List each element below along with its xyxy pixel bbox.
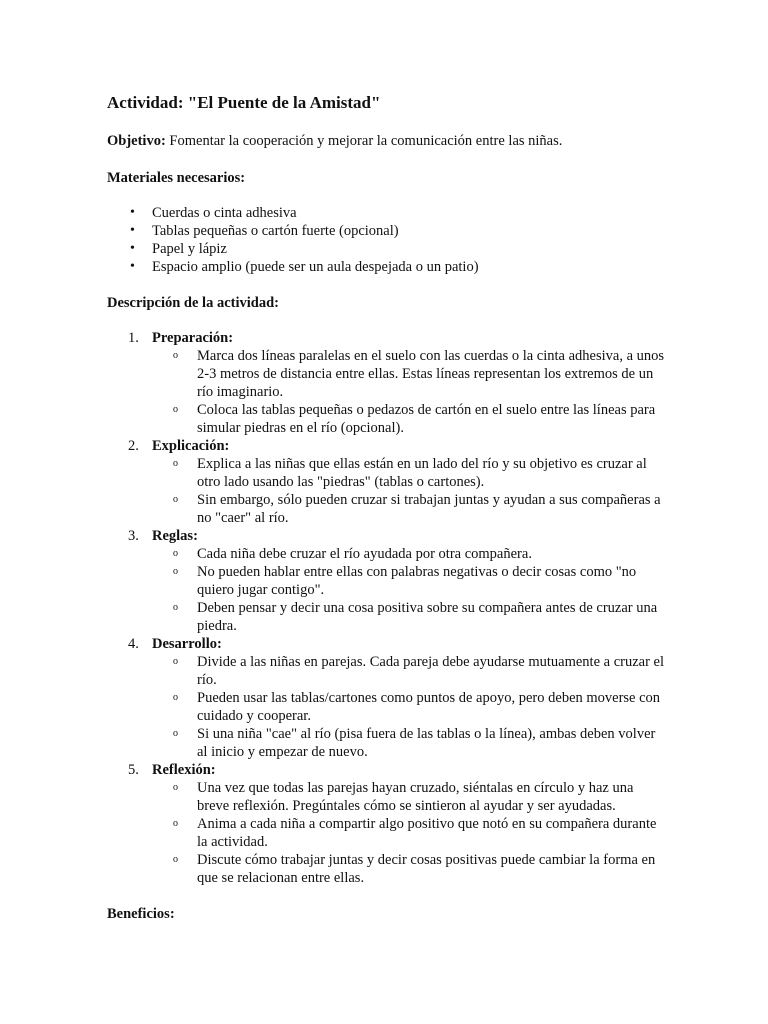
materials-item	[107, 204, 667, 222]
step-sublist	[152, 545, 667, 635]
objective-label: Objetivo:	[107, 133, 166, 149]
bullet-icon: •	[130, 223, 135, 238]
step-subitem-text: Discute cómo trabajar juntas y decir cosas positivas puede cambiar la forma en que se relacionan entre ellas.	[197, 852, 656, 886]
step-subitem	[152, 653, 667, 689]
materials-item	[107, 258, 667, 276]
step-title: Preparación:	[152, 330, 234, 346]
circle-bullet-icon: o	[173, 404, 178, 415]
step-number: 5.	[128, 762, 139, 778]
step-subitem	[152, 599, 667, 635]
step-number: 4.	[128, 636, 139, 652]
step-sublist	[152, 653, 667, 761]
materials-item-text: Papel y lápiz	[152, 241, 227, 257]
step-subitem-text: Deben pensar y decir una cosa positiva sobre su compañera antes de cruzar una piedra.	[197, 600, 658, 634]
step-number: 2.	[128, 438, 139, 454]
materials-item-text: Cuerdas o cinta adhesiva	[152, 205, 297, 221]
bullet-icon: •	[130, 259, 135, 274]
step-subitem	[152, 725, 667, 761]
step-subitem-text: Marca dos líneas paralelas en el suelo con las cuerdas o la cinta adhesiva, a unos 2-3 metros de distancia entre ellas. Estas líneas representan los extremos de un río imaginario.	[197, 348, 665, 400]
step-subitem	[152, 689, 667, 725]
circle-bullet-icon: o	[173, 728, 178, 739]
circle-bullet-icon: o	[173, 602, 178, 613]
step-number: 3.	[128, 528, 139, 544]
step-subitem-text: Pueden usar las tablas/cartones como puntos de apoyo, pero deben moverse con cuidado y cooperar.	[197, 690, 661, 724]
step-item	[107, 527, 667, 635]
bullet-icon: •	[130, 241, 135, 256]
step-subitem-text: Coloca las tablas pequeñas o pedazos de cartón en el suelo entre las líneas para simular piedras en el río (opcional).	[197, 402, 656, 436]
benefits-heading: Beneficios:	[107, 906, 175, 922]
step-title: Reflexión:	[152, 762, 216, 778]
materials-item-text: Espacio amplio (puede ser un aula despejada o un patio)	[152, 259, 479, 275]
materials-list	[107, 204, 667, 276]
step-subitem	[152, 779, 667, 815]
bullet-icon: •	[130, 205, 135, 220]
step-subitem-text: Una vez que todas las parejas hayan cruzado, siéntalas en círculo y haz una breve reflexión. Pregúntales cómo se sintieron al ayudar y ser ayudadas.	[197, 780, 634, 814]
step-subitem-text: Sin embargo, sólo pueden cruzar si trabajan juntas y ayudan a sus compañeras a no "caer" al río.	[197, 492, 661, 526]
step-subitem	[152, 491, 667, 527]
step-item	[107, 761, 667, 887]
circle-bullet-icon: o	[173, 494, 178, 505]
step-subitem	[152, 455, 667, 491]
circle-bullet-icon: o	[173, 566, 178, 577]
steps-list	[107, 329, 667, 887]
circle-bullet-icon: o	[173, 692, 178, 703]
circle-bullet-icon: o	[173, 656, 178, 667]
objective-paragraph	[107, 132, 667, 150]
step-sublist	[152, 347, 667, 437]
description-heading: Descripción de la actividad:	[107, 295, 279, 311]
circle-bullet-icon: o	[173, 854, 178, 865]
step-subitem	[152, 563, 667, 599]
step-sublist	[152, 455, 667, 527]
step-sublist	[152, 779, 667, 887]
step-title: Desarrollo:	[152, 636, 222, 652]
step-subitem-text: No pueden hablar entre ellas con palabras negativas o decir cosas como "no quiero jugar contigo".	[197, 564, 637, 598]
document-title: Actividad: "El Puente de la Amistad"	[107, 93, 381, 112]
materials-item	[107, 240, 667, 258]
materials-item-text: Tablas pequeñas o cartón fuerte (opcional)	[152, 223, 399, 239]
step-subitem	[152, 347, 667, 401]
document-page	[107, 92, 667, 923]
step-subitem	[152, 401, 667, 437]
step-item	[107, 437, 667, 527]
step-subitem-text: Divide a las niñas en parejas. Cada pareja debe ayudarse mutuamente a cruzar el río.	[197, 654, 665, 688]
materials-item	[107, 222, 667, 240]
circle-bullet-icon: o	[173, 458, 178, 469]
circle-bullet-icon: o	[173, 350, 178, 361]
step-subitem	[152, 545, 667, 563]
circle-bullet-icon: o	[173, 818, 178, 829]
circle-bullet-icon: o	[173, 548, 178, 559]
step-title: Reglas:	[152, 528, 198, 544]
objective-text: Fomentar la cooperación y mejorar la comunicación entre las niñas.	[165, 133, 563, 149]
step-subitem	[152, 815, 667, 851]
step-number: 1.	[128, 330, 139, 346]
step-subitem-text: Explica a las niñas que ellas están en un lado del río y su objetivo es cruzar al otro lado usando las "piedras" (tablas o cartones).	[197, 456, 647, 490]
materials-heading: Materiales necesarios:	[107, 170, 246, 186]
step-title: Explicación:	[152, 438, 230, 454]
step-subitem-text: Cada niña debe cruzar el río ayudada por otra compañera.	[197, 546, 532, 562]
circle-bullet-icon: o	[173, 782, 178, 793]
step-item	[107, 329, 667, 437]
step-item	[107, 635, 667, 761]
step-subitem-text: Si una niña "cae" al río (pisa fuera de las tablas o la línea), ambas deben volver al inicio y empezar de nuevo.	[197, 726, 656, 760]
step-subitem-text: Anima a cada niña a compartir algo positivo que notó en su compañera durante la actividad.	[197, 816, 657, 850]
step-subitem	[152, 851, 667, 887]
